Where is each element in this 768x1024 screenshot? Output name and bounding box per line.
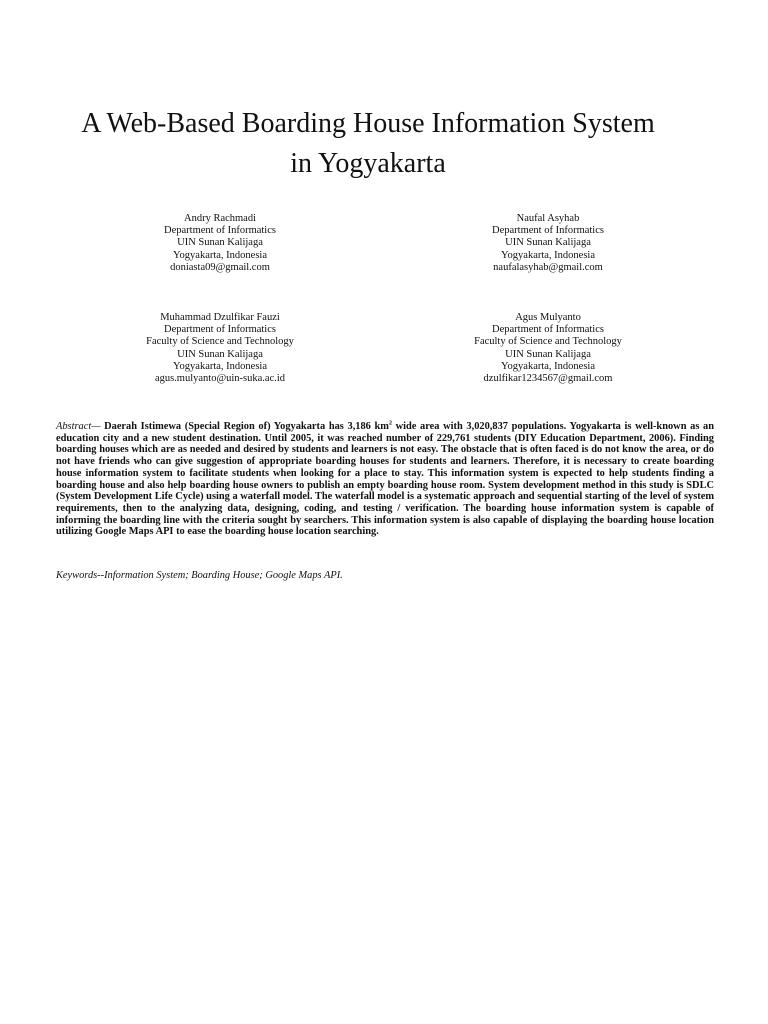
abstract-superscript: 2	[388, 420, 392, 427]
author-affiliation-line: Yogyakarta, Indonesia	[173, 249, 267, 261]
author-affiliation-line: Yogyakarta, Indonesia	[173, 360, 267, 372]
author-block-3	[70, 312, 370, 385]
author-affiliation-line: UIN Sunan Kalijaga	[505, 237, 591, 249]
author-email: agus.mulyanto@uin-suka.ac.id	[154, 373, 286, 385]
author-affiliation-line: UIN Sunan Kalijaga	[505, 348, 591, 360]
author-affiliation-line: Faculty of Science and Technology	[474, 336, 622, 348]
author-email: dzulfikar1234567@gmail.com	[483, 373, 613, 385]
author-email: naufalasyhab@gmail.com	[493, 261, 603, 273]
author-block-2	[398, 213, 698, 274]
author-affiliation-line: Department of Informatics	[164, 225, 276, 237]
abstract-label: Abstract	[56, 421, 92, 432]
author-email: doniasta09@gmail.com	[170, 261, 270, 273]
author-affiliation-line: UIN Sunan Kalijaga	[177, 237, 263, 249]
abstract-dash: —	[91, 421, 105, 432]
author-block-4	[398, 312, 698, 385]
author-name: Andry Rachmadi	[183, 213, 257, 224]
author-name: Naufal Asyhab	[516, 213, 580, 224]
author-name: Muhammad Dzulfikar Fauzi	[160, 312, 280, 323]
author-affiliation-line: Yogyakarta, Indonesia	[501, 360, 595, 372]
abstract-text-part-1: Daerah Istimewa (Special Region of) Yogyakarta has 3,186 km	[104, 421, 389, 432]
author-block-1	[70, 213, 370, 274]
author-name: Agus Mulyanto	[515, 312, 581, 323]
title-line-1: A Web-Based Boarding House Information System	[81, 108, 655, 139]
author-affiliation-line: Department of Informatics	[492, 324, 604, 336]
author-affiliation-line: Faculty of Science and Technology	[146, 336, 294, 348]
author-affiliation-line: Department of Informatics	[164, 324, 276, 336]
keywords: Keywords--Information System; Boarding House; Google Maps API.	[56, 570, 343, 581]
abstract-text-part-2: wide area with 3,020,837 populations. Yogyakarta is well-known as an education city and a new student destination. Until 2005, it was reached number of 229,761 students (DIY Education Department, 2006). Finding boarding houses which are as needed and desired by students and learners is not easy. The obstacle that is often faced is do not know the area, or do not have friends who can give suggestion of appropriate boarding houses for students and learners. Therefore, it is necessary to create boarding house information system to facilitate students when looking for a place to stay. This information system is expected to help students finding a boarding house and also help boarding house owners to publish an empty boarding house room. System development method in this study is SDLC (System Development Life Cycle) using a waterfall model. The waterfall model is a systematic approach and sequential starting of the level of system requirements, then to the analyzing data, designing, coding, and testing / verification. The boarding house information system is capable of informing the boarding line with the criteria sought by searchers. This information system is also capable of displaying the boarding house location utilizing Google Maps API to ease the boarding house location searching.	[56, 421, 714, 538]
abstract	[56, 421, 714, 538]
author-affiliation-line: Department of Informatics	[492, 225, 604, 237]
author-affiliation-line: Yogyakarta, Indonesia	[501, 249, 595, 261]
author-affiliation-line: UIN Sunan Kalijaga	[177, 348, 263, 360]
title-line-2: in Yogyakarta	[290, 148, 446, 179]
paper-title	[0, 104, 736, 184]
